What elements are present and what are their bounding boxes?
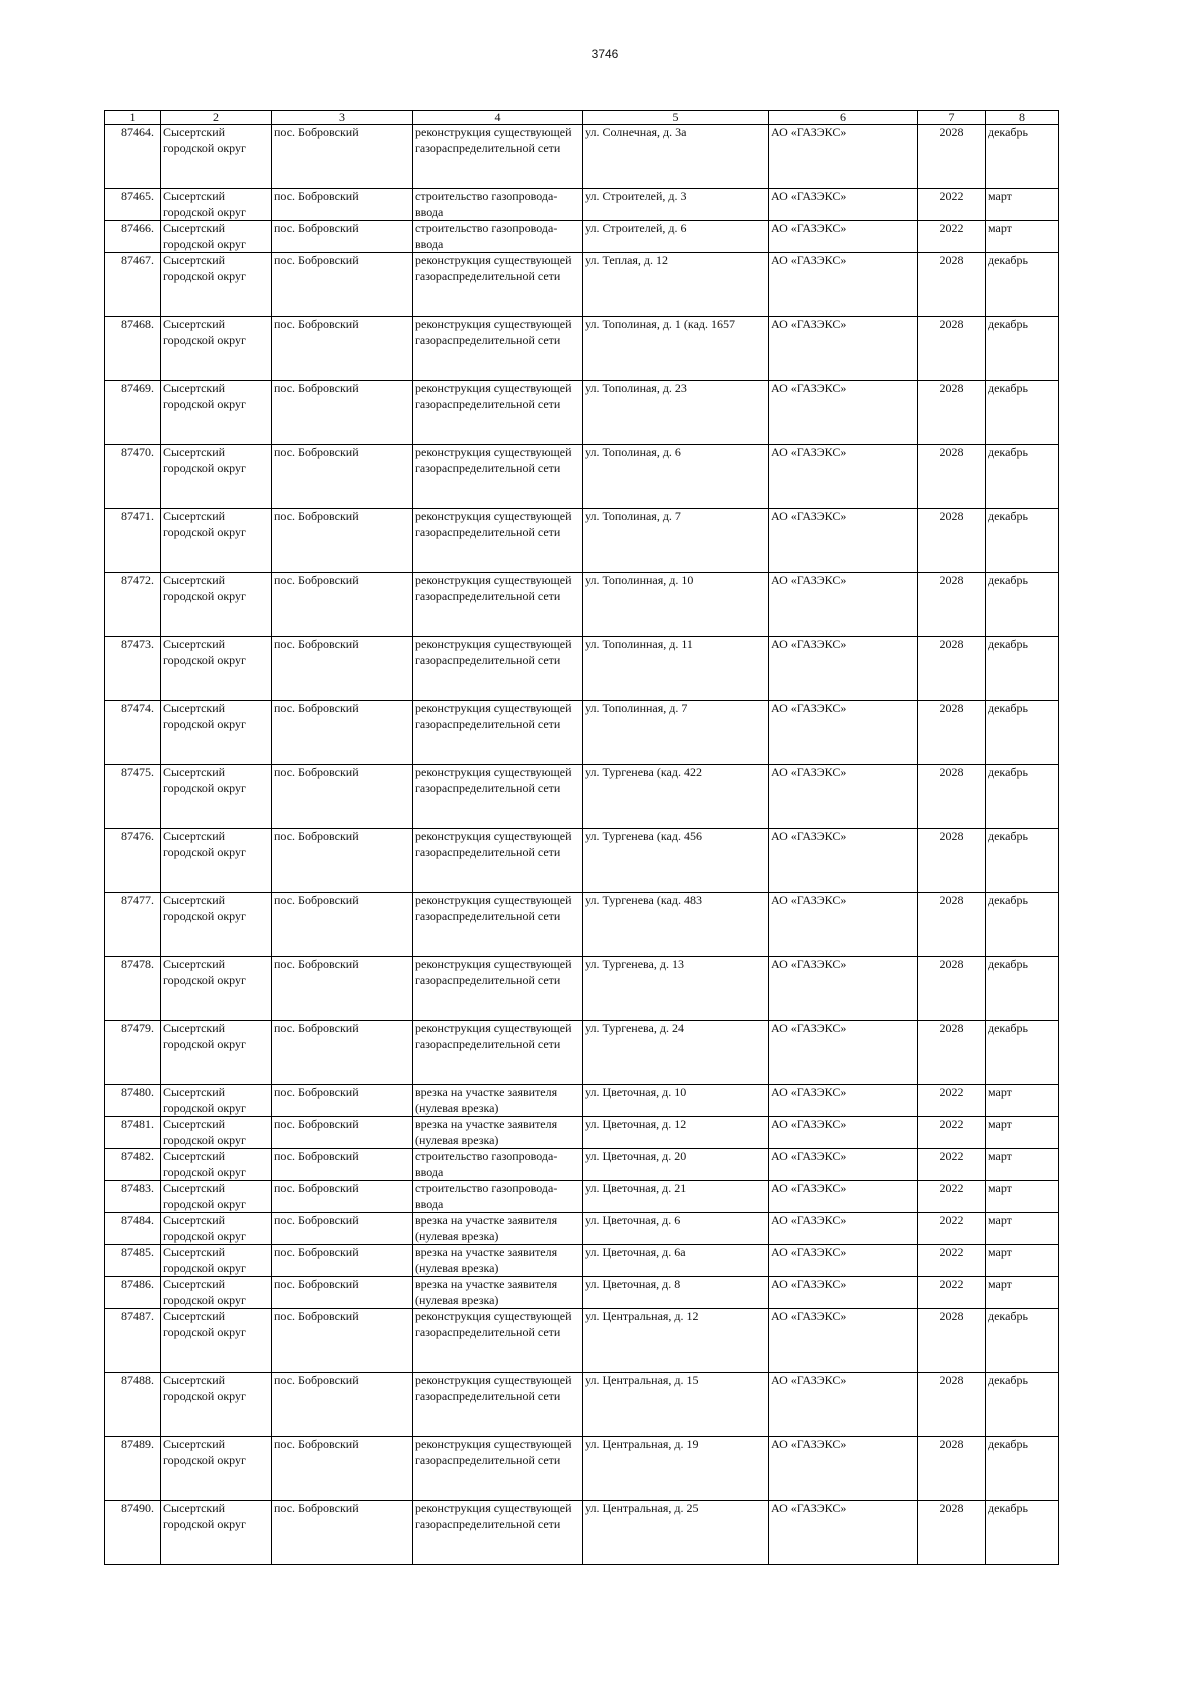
- table-row: [105, 1373, 1059, 1437]
- organization-cell: АО «ГАЗЭКС»: [769, 1181, 918, 1213]
- month-cell: декабрь: [986, 1309, 1059, 1373]
- table-row: [105, 1149, 1059, 1181]
- row-number-cell: 87465.: [105, 189, 161, 221]
- settlement-cell: пос. Бобровский: [272, 637, 413, 701]
- settlement-cell: пос. Бобровский: [272, 1501, 413, 1565]
- address-cell: ул. Центральная, д. 25: [583, 1501, 769, 1565]
- organization-cell: АО «ГАЗЭКС»: [769, 1085, 918, 1117]
- settlement-cell: пос. Бобровский: [272, 573, 413, 637]
- row-number-cell: 87464.: [105, 125, 161, 189]
- year-cell: 2028: [918, 381, 986, 445]
- month-cell: март: [986, 1181, 1059, 1213]
- address-cell: ул. Центральная, д. 15: [583, 1373, 769, 1437]
- month-cell: март: [986, 1149, 1059, 1181]
- organization-cell: АО «ГАЗЭКС»: [769, 509, 918, 573]
- address-cell: ул. Тургенева (кад. 422: [583, 765, 769, 829]
- settlement-cell: пос. Бобровский: [272, 829, 413, 893]
- settlement-cell: пос. Бобровский: [272, 381, 413, 445]
- address-cell: ул. Цветочная, д. 6а: [583, 1245, 769, 1277]
- month-cell: декабрь: [986, 381, 1059, 445]
- column-header-2: 2: [161, 111, 272, 125]
- work-type-cell: реконструкция существующей газораспределительной сети: [413, 1373, 583, 1437]
- organization-cell: АО «ГАЗЭКС»: [769, 1117, 918, 1149]
- year-cell: 2028: [918, 1309, 986, 1373]
- table-row: [105, 189, 1059, 221]
- row-number-cell: 87474.: [105, 701, 161, 765]
- district-cell: Сысертский городской округ: [161, 1373, 272, 1437]
- organization-cell: АО «ГАЗЭКС»: [769, 125, 918, 189]
- year-cell: 2022: [918, 1149, 986, 1181]
- organization-cell: АО «ГАЗЭКС»: [769, 381, 918, 445]
- column-header-1: 1: [105, 111, 161, 125]
- year-cell: 2028: [918, 1501, 986, 1565]
- district-cell: Сысертский городской округ: [161, 573, 272, 637]
- work-type-cell: реконструкция существующей газораспределительной сети: [413, 701, 583, 765]
- settlement-cell: пос. Бобровский: [272, 253, 413, 317]
- district-cell: Сысертский городской округ: [161, 893, 272, 957]
- settlement-cell: пос. Бобровский: [272, 509, 413, 573]
- district-cell: Сысертский городской округ: [161, 317, 272, 381]
- table-body: [105, 125, 1059, 1565]
- address-cell: ул. Теплая, д. 12: [583, 253, 769, 317]
- table-row: [105, 957, 1059, 1021]
- organization-cell: АО «ГАЗЭКС»: [769, 1373, 918, 1437]
- work-type-cell: врезка на участке заявителя (нулевая врезка): [413, 1085, 583, 1117]
- table-row: [105, 1117, 1059, 1149]
- table-row: [105, 1213, 1059, 1245]
- organization-cell: АО «ГАЗЭКС»: [769, 573, 918, 637]
- row-number-cell: 87468.: [105, 317, 161, 381]
- row-number-cell: 87466.: [105, 221, 161, 253]
- row-number-cell: 87488.: [105, 1373, 161, 1437]
- organization-cell: АО «ГАЗЭКС»: [769, 189, 918, 221]
- month-cell: декабрь: [986, 445, 1059, 509]
- organization-cell: АО «ГАЗЭКС»: [769, 829, 918, 893]
- row-number-cell: 87477.: [105, 893, 161, 957]
- settlement-cell: пос. Бобровский: [272, 1181, 413, 1213]
- district-cell: Сысертский городской округ: [161, 637, 272, 701]
- table-row: [105, 701, 1059, 765]
- settlement-cell: пос. Бобровский: [272, 1117, 413, 1149]
- district-cell: Сысертский городской округ: [161, 765, 272, 829]
- district-cell: Сысертский городской округ: [161, 445, 272, 509]
- row-number-cell: 87482.: [105, 1149, 161, 1181]
- table-row: [105, 125, 1059, 189]
- address-cell: ул. Центральная, д. 19: [583, 1437, 769, 1501]
- settlement-cell: пос. Бобровский: [272, 445, 413, 509]
- table-row: [105, 317, 1059, 381]
- district-cell: Сысертский городской округ: [161, 701, 272, 765]
- organization-cell: АО «ГАЗЭКС»: [769, 1501, 918, 1565]
- address-cell: ул. Тополиная, д. 1 (кад. 1657: [583, 317, 769, 381]
- address-cell: ул. Тополиная, д. 6: [583, 445, 769, 509]
- work-type-cell: реконструкция существующей газораспределительной сети: [413, 957, 583, 1021]
- row-number-cell: 87479.: [105, 1021, 161, 1085]
- organization-cell: АО «ГАЗЭКС»: [769, 445, 918, 509]
- organization-cell: АО «ГАЗЭКС»: [769, 1245, 918, 1277]
- work-type-cell: реконструкция существующей газораспределительной сети: [413, 381, 583, 445]
- district-cell: Сысертский городской округ: [161, 1437, 272, 1501]
- address-cell: ул. Тополинная, д. 10: [583, 573, 769, 637]
- table-row: [105, 573, 1059, 637]
- table-row: [105, 1309, 1059, 1373]
- settlement-cell: пос. Бобровский: [272, 1437, 413, 1501]
- work-type-cell: строительство газопровода-ввода: [413, 1181, 583, 1213]
- column-header-7: 7: [918, 111, 986, 125]
- district-cell: Сысертский городской округ: [161, 1277, 272, 1309]
- table-row: [105, 893, 1059, 957]
- district-cell: Сысертский городской округ: [161, 1085, 272, 1117]
- year-cell: 2028: [918, 637, 986, 701]
- address-cell: ул. Тургенева (кад. 483: [583, 893, 769, 957]
- year-cell: 2022: [918, 221, 986, 253]
- table-row: [105, 1245, 1059, 1277]
- district-cell: Сысертский городской округ: [161, 957, 272, 1021]
- work-type-cell: реконструкция существующей газораспределительной сети: [413, 445, 583, 509]
- year-cell: 2022: [918, 1181, 986, 1213]
- work-type-cell: строительство газопровода-ввода: [413, 221, 583, 253]
- table-row: [105, 1181, 1059, 1213]
- row-number-cell: 87476.: [105, 829, 161, 893]
- table-row: [105, 381, 1059, 445]
- work-type-cell: строительство газопровода-ввода: [413, 189, 583, 221]
- settlement-cell: пос. Бобровский: [272, 1085, 413, 1117]
- column-header-8: 8: [986, 111, 1059, 125]
- month-cell: март: [986, 1117, 1059, 1149]
- month-cell: декабрь: [986, 125, 1059, 189]
- district-cell: Сысертский городской округ: [161, 1501, 272, 1565]
- table-row: [105, 509, 1059, 573]
- year-cell: 2028: [918, 509, 986, 573]
- year-cell: 2028: [918, 1373, 986, 1437]
- settlement-cell: пос. Бобровский: [272, 1149, 413, 1181]
- work-type-cell: строительство газопровода-ввода: [413, 1149, 583, 1181]
- table-row: [105, 765, 1059, 829]
- month-cell: декабрь: [986, 637, 1059, 701]
- table-row: [105, 1021, 1059, 1085]
- row-number-cell: 87483.: [105, 1181, 161, 1213]
- address-cell: ул. Тургенева, д. 24: [583, 1021, 769, 1085]
- district-cell: Сысертский городской округ: [161, 1181, 272, 1213]
- month-cell: март: [986, 189, 1059, 221]
- month-cell: март: [986, 221, 1059, 253]
- row-number-cell: 87487.: [105, 1309, 161, 1373]
- address-cell: ул. Тургенева (кад. 456: [583, 829, 769, 893]
- page-number: 3746: [591, 47, 619, 61]
- month-cell: декабрь: [986, 1373, 1059, 1437]
- year-cell: 2028: [918, 957, 986, 1021]
- organization-cell: АО «ГАЗЭКС»: [769, 1437, 918, 1501]
- work-type-cell: реконструкция существующей газораспределительной сети: [413, 573, 583, 637]
- district-cell: Сысертский городской округ: [161, 829, 272, 893]
- address-cell: ул. Тополинная, д. 11: [583, 637, 769, 701]
- column-header-6: 6: [769, 111, 918, 125]
- year-cell: 2028: [918, 829, 986, 893]
- year-cell: 2022: [918, 1085, 986, 1117]
- organization-cell: АО «ГАЗЭКС»: [769, 253, 918, 317]
- year-cell: 2028: [918, 1437, 986, 1501]
- year-cell: 2028: [918, 125, 986, 189]
- work-type-cell: реконструкция существующей газораспределительной сети: [413, 1021, 583, 1085]
- work-type-cell: реконструкция существующей газораспределительной сети: [413, 1501, 583, 1565]
- district-cell: Сысертский городской округ: [161, 1309, 272, 1373]
- address-cell: ул. Цветочная, д. 8: [583, 1277, 769, 1309]
- settlement-cell: пос. Бобровский: [272, 317, 413, 381]
- month-cell: декабрь: [986, 765, 1059, 829]
- work-type-cell: реконструкция существующей газораспределительной сети: [413, 125, 583, 189]
- month-cell: декабрь: [986, 1021, 1059, 1085]
- table-row: [105, 1437, 1059, 1501]
- work-type-cell: реконструкция существующей газораспределительной сети: [413, 317, 583, 381]
- month-cell: март: [986, 1213, 1059, 1245]
- district-cell: Сысертский городской округ: [161, 1117, 272, 1149]
- settlement-cell: пос. Бобровский: [272, 221, 413, 253]
- address-cell: ул. Цветочная, д. 6: [583, 1213, 769, 1245]
- settlement-cell: пос. Бобровский: [272, 1373, 413, 1437]
- work-type-cell: врезка на участке заявителя (нулевая врезка): [413, 1117, 583, 1149]
- row-number-cell: 87478.: [105, 957, 161, 1021]
- work-type-cell: реконструкция существующей газораспределительной сети: [413, 1309, 583, 1373]
- year-cell: 2028: [918, 445, 986, 509]
- row-number-cell: 87467.: [105, 253, 161, 317]
- row-number-cell: 87469.: [105, 381, 161, 445]
- work-type-cell: реконструкция существующей газораспределительной сети: [413, 509, 583, 573]
- row-number-cell: 87470.: [105, 445, 161, 509]
- table-row: [105, 221, 1059, 253]
- district-cell: Сысертский городской округ: [161, 1213, 272, 1245]
- settlement-cell: пос. Бобровский: [272, 957, 413, 1021]
- year-cell: 2028: [918, 893, 986, 957]
- month-cell: декабрь: [986, 253, 1059, 317]
- address-cell: ул. Тургенева, д. 13: [583, 957, 769, 1021]
- district-cell: Сысертский городской округ: [161, 125, 272, 189]
- address-cell: ул. Тополиная, д. 23: [583, 381, 769, 445]
- month-cell: декабрь: [986, 317, 1059, 381]
- year-cell: 2022: [918, 189, 986, 221]
- organization-cell: АО «ГАЗЭКС»: [769, 317, 918, 381]
- address-cell: ул. Строителей, д. 6: [583, 221, 769, 253]
- district-cell: Сысертский городской округ: [161, 381, 272, 445]
- year-cell: 2022: [918, 1277, 986, 1309]
- district-cell: Сысертский городской округ: [161, 1021, 272, 1085]
- row-number-cell: 87472.: [105, 573, 161, 637]
- address-cell: ул. Цветочная, д. 20: [583, 1149, 769, 1181]
- work-type-cell: врезка на участке заявителя (нулевая врезка): [413, 1277, 583, 1309]
- year-cell: 2022: [918, 1213, 986, 1245]
- district-cell: Сысертский городской округ: [161, 509, 272, 573]
- column-header-3: 3: [272, 111, 413, 125]
- month-cell: декабрь: [986, 1437, 1059, 1501]
- organization-cell: АО «ГАЗЭКС»: [769, 957, 918, 1021]
- district-cell: Сысертский городской округ: [161, 221, 272, 253]
- settlement-cell: пос. Бобровский: [272, 701, 413, 765]
- settlement-cell: пос. Бобровский: [272, 765, 413, 829]
- month-cell: декабрь: [986, 893, 1059, 957]
- settlement-cell: пос. Бобровский: [272, 125, 413, 189]
- address-cell: ул. Тополиная, д. 7: [583, 509, 769, 573]
- address-cell: ул. Цветочная, д. 10: [583, 1085, 769, 1117]
- column-header-5: 5: [583, 111, 769, 125]
- year-cell: 2028: [918, 1021, 986, 1085]
- organization-cell: АО «ГАЗЭКС»: [769, 637, 918, 701]
- row-number-cell: 87490.: [105, 1501, 161, 1565]
- year-cell: 2022: [918, 1245, 986, 1277]
- month-cell: декабрь: [986, 829, 1059, 893]
- table-row: [105, 1501, 1059, 1565]
- work-type-cell: реконструкция существующей газораспределительной сети: [413, 829, 583, 893]
- year-cell: 2022: [918, 1117, 986, 1149]
- settlement-cell: пос. Бобровский: [272, 893, 413, 957]
- organization-cell: АО «ГАЗЭКС»: [769, 893, 918, 957]
- month-cell: декабрь: [986, 509, 1059, 573]
- table-row: [105, 637, 1059, 701]
- address-cell: ул. Тополинная, д. 7: [583, 701, 769, 765]
- row-number-cell: 87486.: [105, 1277, 161, 1309]
- table-row: [105, 1277, 1059, 1309]
- row-number-cell: 87480.: [105, 1085, 161, 1117]
- settlement-cell: пос. Бобровский: [272, 189, 413, 221]
- table-row: [105, 445, 1059, 509]
- organization-cell: АО «ГАЗЭКС»: [769, 701, 918, 765]
- work-type-cell: реконструкция существующей газораспределительной сети: [413, 893, 583, 957]
- table-row: [105, 253, 1059, 317]
- work-type-cell: врезка на участке заявителя (нулевая врезка): [413, 1213, 583, 1245]
- month-cell: декабрь: [986, 573, 1059, 637]
- month-cell: декабрь: [986, 701, 1059, 765]
- table-row: [105, 1085, 1059, 1117]
- address-cell: ул. Солнечная, д. 3а: [583, 125, 769, 189]
- column-number-row: [105, 111, 1059, 125]
- district-cell: Сысертский городской округ: [161, 1245, 272, 1277]
- row-number-cell: 87473.: [105, 637, 161, 701]
- work-type-cell: реконструкция существующей газораспределительной сети: [413, 637, 583, 701]
- settlement-cell: пос. Бобровский: [272, 1245, 413, 1277]
- year-cell: 2028: [918, 765, 986, 829]
- year-cell: 2028: [918, 317, 986, 381]
- year-cell: 2028: [918, 573, 986, 637]
- organization-cell: АО «ГАЗЭКС»: [769, 1021, 918, 1085]
- row-number-cell: 87485.: [105, 1245, 161, 1277]
- work-type-cell: реконструкция существующей газораспределительной сети: [413, 1437, 583, 1501]
- row-number-cell: 87481.: [105, 1117, 161, 1149]
- row-number-cell: 87484.: [105, 1213, 161, 1245]
- table-row: [105, 829, 1059, 893]
- district-cell: Сысертский городской округ: [161, 253, 272, 317]
- settlement-cell: пос. Бобровский: [272, 1309, 413, 1373]
- column-header-4: 4: [413, 111, 583, 125]
- gas-works-table: [104, 110, 1059, 1565]
- address-cell: ул. Цветочная, д. 12: [583, 1117, 769, 1149]
- month-cell: март: [986, 1085, 1059, 1117]
- work-type-cell: реконструкция существующей газораспределительной сети: [413, 765, 583, 829]
- row-number-cell: 87489.: [105, 1437, 161, 1501]
- organization-cell: АО «ГАЗЭКС»: [769, 765, 918, 829]
- organization-cell: АО «ГАЗЭКС»: [769, 1277, 918, 1309]
- settlement-cell: пос. Бобровский: [272, 1213, 413, 1245]
- month-cell: декабрь: [986, 957, 1059, 1021]
- settlement-cell: пос. Бобровский: [272, 1021, 413, 1085]
- year-cell: 2028: [918, 253, 986, 317]
- row-number-cell: 87475.: [105, 765, 161, 829]
- month-cell: март: [986, 1277, 1059, 1309]
- district-cell: Сысертский городской округ: [161, 1149, 272, 1181]
- organization-cell: АО «ГАЗЭКС»: [769, 1309, 918, 1373]
- month-cell: март: [986, 1245, 1059, 1277]
- work-type-cell: реконструкция существующей газораспределительной сети: [413, 253, 583, 317]
- month-cell: декабрь: [986, 1501, 1059, 1565]
- address-cell: ул. Центральная, д. 12: [583, 1309, 769, 1373]
- address-cell: ул. Строителей, д. 3: [583, 189, 769, 221]
- organization-cell: АО «ГАЗЭКС»: [769, 221, 918, 253]
- organization-cell: АО «ГАЗЭКС»: [769, 1149, 918, 1181]
- row-number-cell: 87471.: [105, 509, 161, 573]
- district-cell: Сысертский городской округ: [161, 189, 272, 221]
- year-cell: 2028: [918, 701, 986, 765]
- settlement-cell: пос. Бобровский: [272, 1277, 413, 1309]
- work-type-cell: врезка на участке заявителя (нулевая врезка): [413, 1245, 583, 1277]
- address-cell: ул. Цветочная, д. 21: [583, 1181, 769, 1213]
- organization-cell: АО «ГАЗЭКС»: [769, 1213, 918, 1245]
